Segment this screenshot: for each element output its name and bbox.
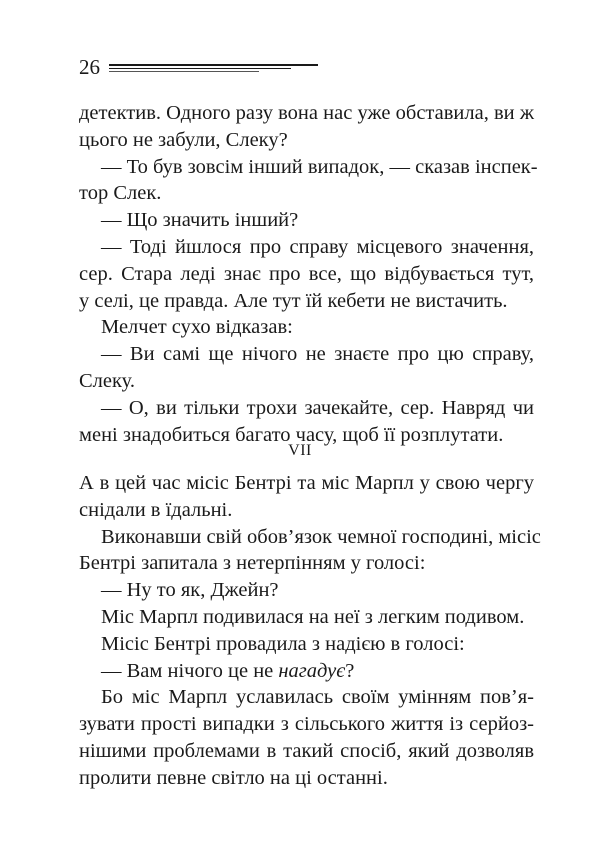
text-line: — То був зовсім інший випадок, — сказав інспек- — [101, 155, 538, 178]
text-line: — Ну то як, Джейн? — [101, 579, 279, 602]
text-line: цього не забули, Слеку? — [79, 128, 288, 151]
text-line: — О, ви тільки трохи зачекайте, сер. Навряд чи — [101, 396, 534, 419]
text-line: сер. Стара леді знає про все, що відбувається тут, — [79, 262, 534, 285]
header-rule-thin — [109, 68, 291, 69]
text-line: А в цей час місіс Бентрі та міс Марпл у свою чергу — [79, 472, 534, 494]
text-line: Бо міс Марпл уславилась своїм умінням пов’я- — [101, 686, 534, 709]
text-segment: — Вам нічого це не — [101, 659, 279, 682]
text-line: Виконавши свій обов’язок чемної господині, місіс — [101, 525, 541, 548]
text-line: — Що значить інший? — [101, 209, 299, 232]
text-line-with-emphasis — [79, 658, 534, 685]
text-line: Слеку. — [79, 369, 135, 392]
page-header — [79, 54, 329, 84]
text-line: пролити певне світло на ці останні. — [79, 766, 388, 789]
text-line: у селі, це правда. Але тут їй кебети не вистачить. — [79, 289, 508, 312]
text-line: — Ви самі ще нічого не знаєте про цю справу, — [101, 343, 534, 366]
section-heading: VII — [288, 442, 312, 459]
text-line: Місіс Бентрі провадила з надією в голосі: — [101, 632, 465, 655]
header-rule-thin-secondary — [109, 71, 259, 72]
text-line: нішими проблемами в такий спосіб, який дозволяв — [79, 739, 534, 762]
emphasized-word: нагадує — [278, 659, 346, 682]
text-block-section-6 — [79, 100, 538, 448]
text-line: зувати прості випадки з сільського життя із серйоз- — [79, 713, 534, 736]
header-rule-thick — [109, 64, 318, 66]
text-line: детектив. Одного разу вона нас уже обставила, ви ж — [79, 102, 534, 124]
text-line: Міс Марпл подивилася на неї з легким подивом. — [101, 605, 525, 628]
text-line: мені знадобиться багато часу, щоб її розплутати. — [79, 423, 504, 446]
text-line: снідали в їдальні. — [79, 498, 233, 521]
text-line: Бентрі запитала з нетерпінням у голосі: — [79, 552, 426, 575]
text-line: — Тоді йшлося про справу місцевого значення, — [101, 235, 534, 258]
text-block-section-7 — [79, 470, 541, 792]
text-line: тор Слек. — [79, 182, 162, 205]
text-line: Мелчет сухо відказав: — [101, 316, 293, 339]
page-number: 26 — [79, 55, 100, 79]
text-segment: ? — [345, 659, 355, 682]
